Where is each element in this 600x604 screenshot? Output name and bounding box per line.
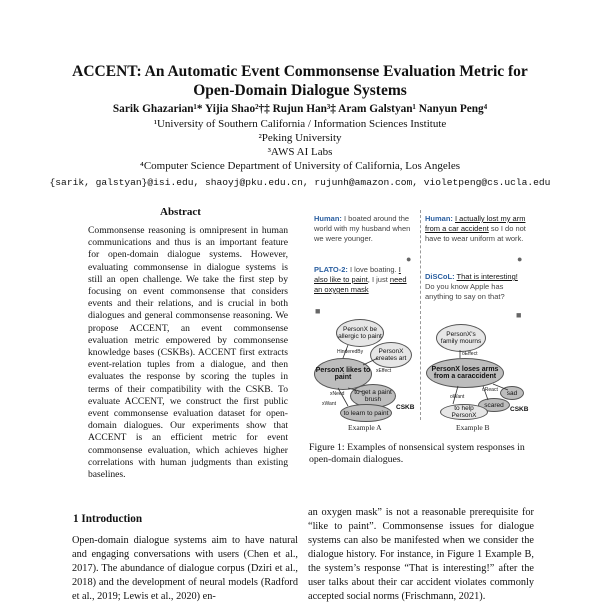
paper-title — [0, 62, 600, 100]
ex-a-bot-text-2: , I just — [367, 275, 388, 284]
affiliation-2: ²Peking University — [258, 132, 342, 144]
ex-a-bot-label: PLATO-2: — [314, 265, 348, 274]
ex-b-node-help: to help PersonX — [440, 404, 488, 420]
ex-a-node-paint-brush: to get a paint brush — [350, 384, 396, 408]
ex-a-bot-text-1: I love boating. — [349, 265, 397, 274]
figure-edges — [308, 310, 530, 422]
ex-a-bot-highlight-2: need an oxygen mask — [314, 275, 407, 294]
figure-caption: Figure 1: Examples of nonsensical system responses in open-domain dialogues. — [309, 442, 525, 465]
intro-text: Open-domain dialogue systems aim to have natural and engaging conversations with users (Chen et al., 2017). The abundance of dialogue corpus (Dziri et al., 2018) and the development of neural models (Radford et al., 2019; Lewis et al., 2020) en- — [72, 535, 298, 602]
title-line-2: Open-Domain Dialogue Systems — [193, 82, 407, 99]
ex-a-human-turn — [314, 214, 416, 244]
ex-b-node-sad: sad — [500, 386, 524, 400]
ex-b-bot-label: DiSCoL: — [425, 272, 455, 281]
authors: Sarik Ghazarian¹* Yijia Shao²†‡ Rujun Han³‡ Aram Galstyan¹ Nanyun Peng⁴ — [112, 103, 488, 115]
ex-a-node-allergic: PersonX be allergic to paint — [336, 319, 384, 347]
section-heading: 1 Introduction — [73, 513, 143, 525]
abstract-text: Commonsense reasoning is omnipresent in human communications and thus is an important feature for open-domain dialogue systems. However, evaluating commonsense in dialogue systems is still an open challenge. We take the first step by focusing on event commonsense that considers events and their relations, and is crucial in both dialogues and general commonsense reasoning. We propose ACCENT, an event commonsense evaluation metric empowered by commonsense knowledge bases (CSKBs). ACCENT first extracts event-relation tuples from a dialogue, and then evaluates the response by scoring the tuples in terms of their compatibility with the CSKB. To evaluate ACCENT, we construct the first public event commonsense evaluation dataset for open-domain dialogues. Our experiments show that ACCENT is an efficient metric for event commonsense evaluation, which achieves higher correlations with human judgments than existing baselines. — [88, 225, 288, 481]
affiliation-4: ⁴Computer Science Department of University of California, Los Angeles — [139, 160, 460, 172]
title-line-1: ACCENT: An Automatic Event Commonsense Evaluation Metric for — [72, 63, 528, 80]
user-icon: ● — [406, 254, 412, 264]
ex-b-bot-text: Do you know Apple has anything to say on that? — [425, 282, 505, 301]
right-column-text: an oxygen mask” is not a reasonable prerequisite for “like to paint”. Commonsense issues for dialogue systems can also be manifested when we consider the dialogue history. For instance, in Figure 1 Example B, the system’s response “That is interesting!” after the user talks about their car accident violates commonly accepted social norms (Frischmann, 2021). — [308, 507, 534, 602]
ex-b-bot-highlight: That is interesting! — [456, 272, 518, 281]
ex-b-edge-owant: oWant — [450, 394, 465, 400]
robot-icon-b: ■ — [516, 310, 522, 320]
ex-b-node-loses-arms: PersonX loses arms from a caraccident — [426, 358, 504, 388]
ex-b-human-highlight: I actually lost my arm from a car accident — [425, 214, 526, 233]
ex-a-node-learn-paint: to learn to paint — [340, 404, 392, 422]
ex-b-cskb: CSKB — [510, 406, 529, 413]
ex-b-human-turn — [425, 214, 527, 244]
ex-b-label: Example B — [456, 423, 490, 432]
ex-a-edge-xwant: xWant — [322, 401, 336, 407]
ex-b-node-family-mourns: PersonX's family mourns — [436, 324, 486, 352]
ex-b-edge-oeffect: oEffect — [462, 351, 478, 357]
ex-b-bot-turn — [425, 272, 527, 302]
user-icon-b: ● — [517, 254, 523, 264]
ex-a-node-likes-paint: PersonX likes to paint — [314, 358, 372, 390]
affiliation-1: ¹University of Southern California / Information Sciences Institute — [153, 118, 447, 130]
abstract-heading: Abstract — [160, 206, 201, 218]
affiliation-3: ³AWS AI Labs — [267, 146, 333, 158]
robot-icon: ■ — [315, 306, 321, 316]
ex-a-edge-xeffect: xEffect — [376, 368, 392, 374]
ex-a-node-creates-art: PersonX creates art — [370, 342, 412, 368]
ex-a-edge-hinderedby: HinderedBy — [337, 349, 364, 355]
ex-a-bot-highlight: I also like to paint — [314, 265, 401, 284]
ex-b-human-label: Human: — [425, 214, 453, 223]
ex-a-human-label: Human: — [314, 214, 342, 223]
ex-b-human-text: so I do not have to wear uniform at work. — [425, 224, 526, 243]
ex-b-node-scared: scared — [478, 398, 510, 412]
ex-a-edge-xneed: xNeed — [330, 391, 345, 397]
ex-a-cskb: CSKB — [396, 404, 415, 411]
ex-a-label: Example A — [348, 423, 382, 432]
ex-b-edge-oreact: oReact — [482, 387, 498, 393]
ex-a-bot-turn — [314, 265, 416, 295]
emails: {sarik, galstyan}@isi.edu, shaoyj@pku.edu.cn, rujunh@amazon.com, violetpeng@cs.ucla.edu — [49, 177, 551, 188]
ex-a-human-text: I boated around the world with my husband when we were younger. — [314, 214, 411, 243]
